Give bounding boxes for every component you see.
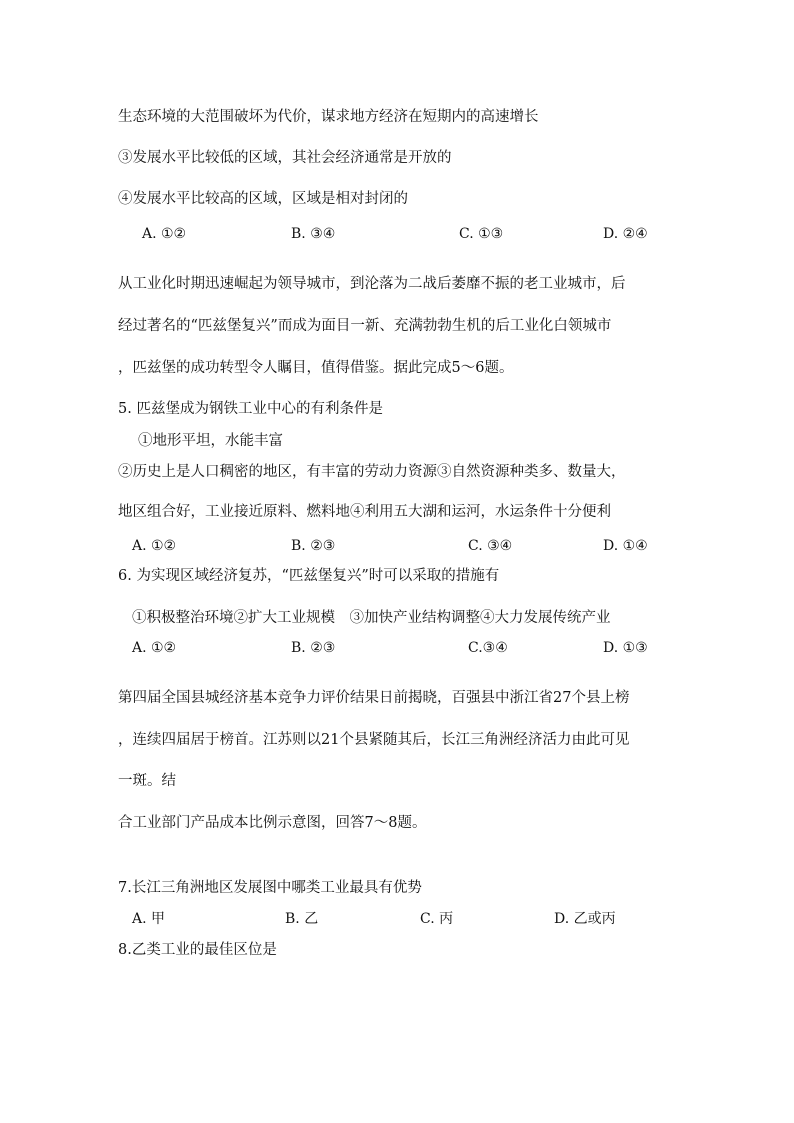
option-c: C. ①③ — [459, 226, 504, 242]
passage-line: 从工业化时期迅速崛起为领导城市，到沦落为二战后萎靡不振的老工业城市，后 — [118, 276, 626, 292]
choice-item: ①积极整治环境②扩大工业规模 ③加快产业结构调整④大力发展传统产业 — [132, 610, 611, 626]
option-b: B. ②③ — [291, 538, 336, 554]
option-c: C. 丙 — [420, 911, 454, 927]
question-5: 5. 匹兹堡成为钢铁工业中心的有利条件是 — [118, 401, 383, 417]
question-7: 7.长江三角洲地区发展图中哪类工业最具有优势 — [118, 880, 422, 896]
passage-line: ，匹兹堡的成功转型令人瞩目，值得借鉴。据此完成5～6题。 — [118, 360, 514, 376]
choice-item: 地区组合好，工业接近原料、燃料地④利用五大湖和运河，水运条件十分便利 — [118, 504, 611, 520]
option-d: D. ②④ — [603, 226, 648, 242]
option-a: A. ①② — [132, 640, 177, 656]
passage-line: 经过著名的“匹兹堡复兴”而成为面目一新、充满勃勃生机的后工业化白领城市 — [118, 318, 612, 334]
choice-item: ①地形平坦，水能丰富 — [138, 433, 283, 449]
passage-line: 合工业部门产品成本比例示意图，回答7～8题。 — [118, 815, 427, 831]
choice-item: ②历史上是人口稠密的地区，有丰富的劳动力资源③自然资源种类多、数量大， — [118, 464, 626, 480]
passage-line: 一斑。结 — [118, 773, 176, 789]
option-d: D. ①③ — [603, 640, 648, 656]
statement-4: ④发展水平比较高的区域，区域是相对封闭的 — [118, 191, 408, 207]
statement-3: ③发展水平比较低的区域，其社会经济通常是开放的 — [118, 150, 452, 166]
passage-line: ，连续四届居于榜首。江苏则以21个县紧随其后，长江三角洲经济活力由此可见 — [118, 732, 630, 748]
option-a: A. 甲 — [132, 911, 166, 927]
option-d: D. 乙或丙 — [554, 911, 616, 927]
option-b: B. 乙 — [285, 911, 319, 927]
option-b: B. ②③ — [291, 640, 336, 656]
option-c: C.③④ — [468, 640, 508, 656]
option-c: C. ③④ — [468, 538, 513, 554]
option-d: D. ①④ — [603, 538, 648, 554]
text-line: 生态环境的大范围破坏为代价，谋求地方经济在短期内的高速增长 — [118, 109, 539, 125]
option-a: A. ①② — [142, 226, 187, 242]
option-b: B. ③④ — [291, 226, 336, 242]
option-a: A. ①② — [132, 538, 177, 554]
question-6: 6. 为实现区域经济复苏，“匹兹堡复兴”时可以采取的措施有 — [118, 568, 500, 584]
question-8: 8.乙类工业的最佳区位是 — [118, 942, 277, 958]
passage-line: 第四届全国县城经济基本竞争力评价结果日前揭晓，百强县中浙江省27个县上榜 — [118, 690, 630, 706]
